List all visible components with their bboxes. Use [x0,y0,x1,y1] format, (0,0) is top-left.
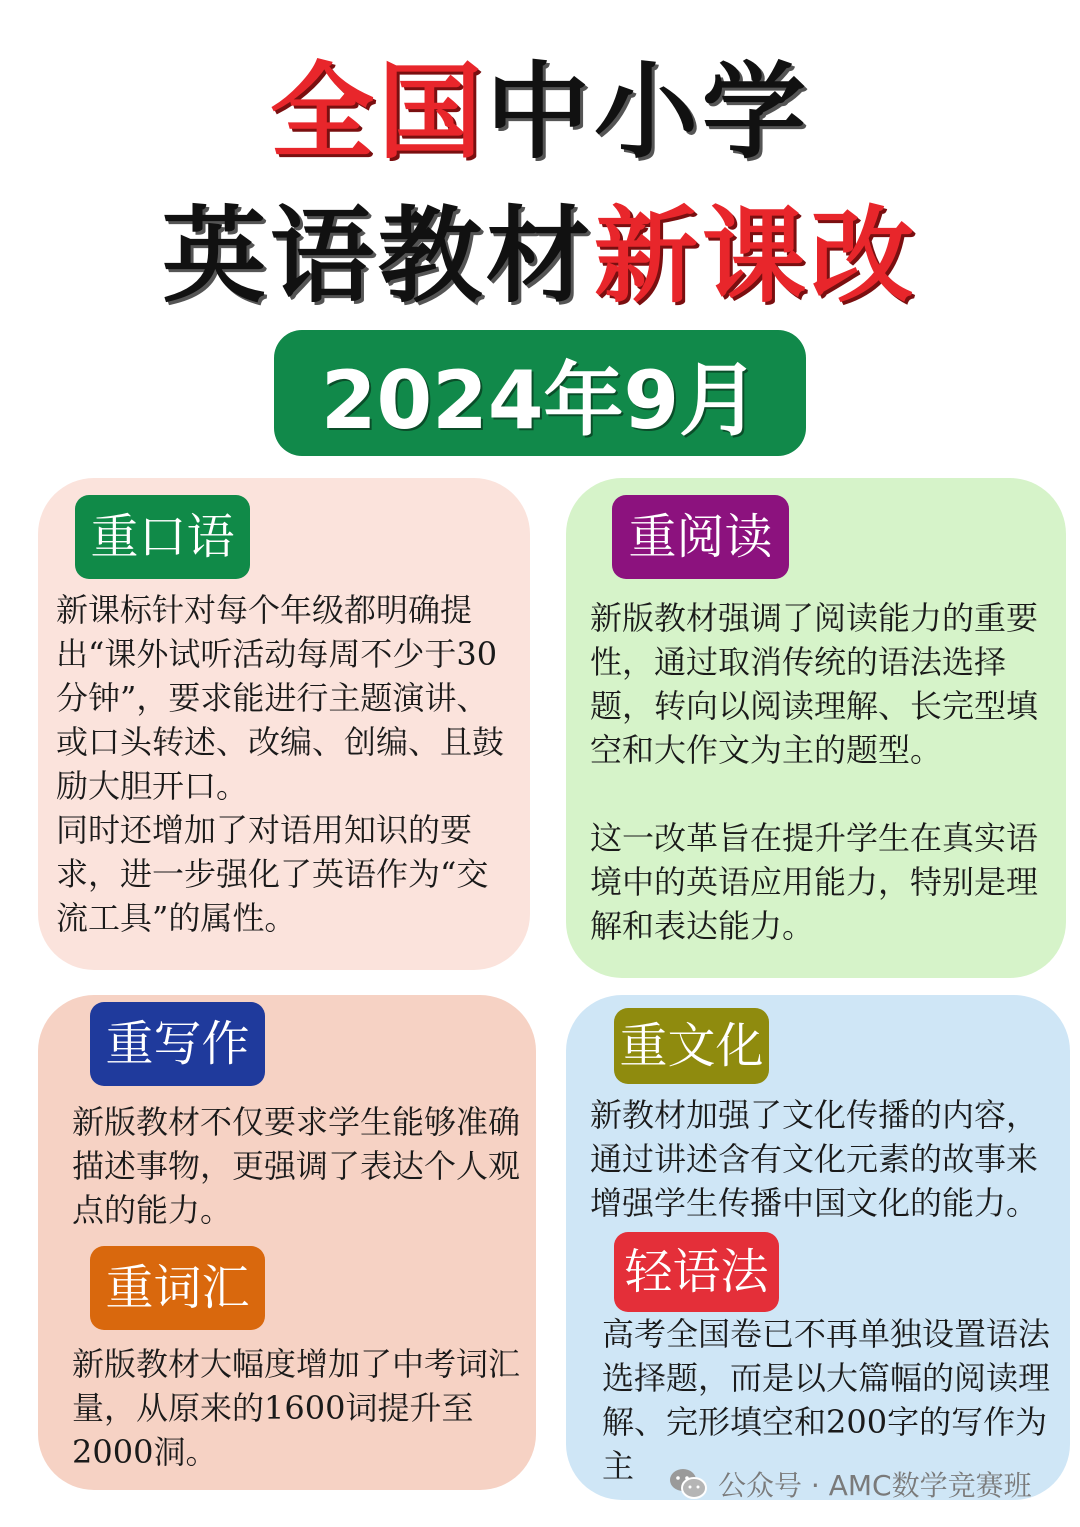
tag-reading: 重阅读 [612,495,789,579]
culture-text: 新教材加强了文化传播的内容，通过讲述含有文化元素的故事来增强学生传播中国文化的能力。 [590,1096,1039,1222]
title-line-1 [0,52,1080,172]
speaking-paragraph-2: 同时还增加了对语用知识的要求，进一步强化了英语作为“交流工具”的属性。 [56,811,489,937]
writing-text: 新版教材不仅要求学生能够准确描述事物，更强调了表达个人观点的能力。 [72,1103,521,1229]
reading-paragraph-1: 新版教材强调了阅读能力的重要性，通过取消传统的语法选择题，转向以阅读理解、长完型填空和大作文为主的题型。 [590,599,1039,769]
watermark [668,1462,1032,1506]
tag-vocabulary: 重词汇 [90,1246,265,1330]
tag-grammar: 轻语法 [614,1232,779,1312]
speaking-paragraph-1: 新课标针对每个年级都明确提出“课外试听活动每周不少于30分钟”，要求能进行主题演讲、或口头转述、改编、创编、且鼓励大胆开口。 [56,591,505,805]
grammar-text: 高考全国卷已不再单独设置语法选择题，而是以大篇幅的阅读理解、完形填空和200字的写作为主 [602,1315,1051,1485]
speaking-text [56,588,518,940]
title-part-nationwide: 全国 [269,51,486,173]
tag-writing: 重写作 [90,1002,265,1086]
title-part-schools: 中小学 [486,51,811,173]
title-part-textbook: 英语教材 [161,195,594,317]
tag-speaking: 重口语 [75,495,250,579]
title-part-reform: 新课改 [594,195,919,317]
title-line-2 [0,196,1080,316]
vocabulary-text: 新版教材大幅度增加了中考词汇量，从原来的1600词提升至2000洞。 [72,1345,521,1471]
tag-culture: 重文化 [614,1008,769,1084]
reading-text [590,596,1050,948]
watermark-text: 公众号 · AMC数学竞赛班 [718,1469,1032,1502]
wechat-icon [668,1467,708,1501]
reading-paragraph-2: 这一改革旨在提升学生在真实语境中的英语应用能力，特别是理解和表达能力。 [590,819,1039,945]
date-banner: 2024年9月 [274,330,806,456]
